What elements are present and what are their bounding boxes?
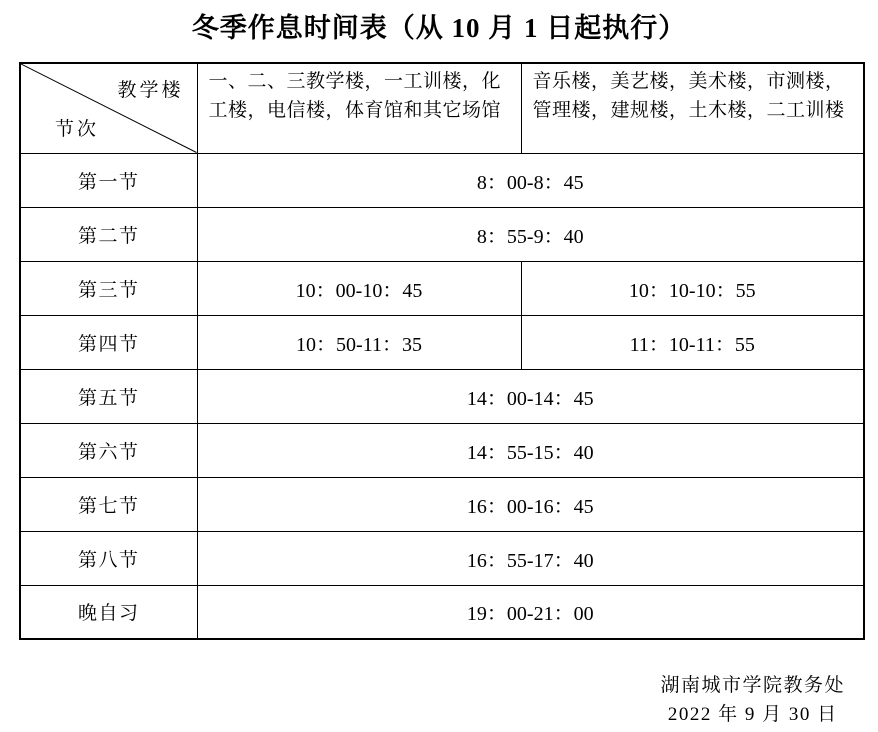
time-cell: 16：00-16：45 — [197, 477, 864, 531]
period-label: 第二节 — [20, 207, 197, 261]
period-label: 晚自习 — [20, 585, 197, 639]
period-label: 第七节 — [20, 477, 197, 531]
footer-date: 2022 年 9 月 30 日 — [667, 704, 838, 725]
table-row-period-7 — [20, 477, 864, 531]
time-cell-group-b: 11：10-11：55 — [521, 315, 864, 369]
table-row-evening-study — [20, 585, 864, 639]
time-cell-group-a: 10：50-11：35 — [197, 315, 521, 369]
period-label: 第八节 — [20, 531, 197, 585]
time-cell-group-b: 10：10-10：55 — [521, 261, 864, 315]
time-cell: 14：00-14：45 — [197, 369, 864, 423]
period-label: 第四节 — [20, 315, 197, 369]
table-row-period-6 — [20, 423, 864, 477]
period-label: 第六节 — [20, 423, 197, 477]
schedule-table — [19, 62, 865, 640]
time-cell: 8：00-8：45 — [197, 153, 864, 207]
time-cell: 8：55-9：40 — [197, 207, 864, 261]
table-row-period-1 — [20, 153, 864, 207]
time-cell: 19：00-21：00 — [197, 585, 864, 639]
corner-label-building: 教学楼 — [117, 80, 184, 101]
corner-label-period: 节次 — [55, 118, 100, 140]
footer — [660, 671, 845, 729]
header-row — [20, 63, 864, 153]
footer-issuer: 湖南城市学院教务处 — [660, 675, 845, 696]
time-cell: 16：55-17：40 — [197, 531, 864, 585]
table-row-period-2 — [20, 207, 864, 261]
time-cell-group-a: 10：00-10：45 — [197, 261, 521, 315]
time-cell: 14：55-15：40 — [197, 423, 864, 477]
table-row-period-8 — [20, 531, 864, 585]
table-row-period-5 — [20, 369, 864, 423]
corner-cell — [20, 63, 197, 153]
page-title: 冬季作息时间表（从 10 月 1 日起执行） — [191, 13, 687, 43]
period-label: 第三节 — [20, 261, 197, 315]
column-header-buildings-a: 一、二、三教学楼，一工训楼，化工楼，电信楼，体育馆和其它场馆 — [197, 63, 521, 153]
table-row-period-4 — [20, 315, 864, 369]
column-header-buildings-b: 音乐楼，美艺楼，美术楼，市测楼，管理楼，建规楼，土木楼，二工训楼 — [521, 63, 864, 153]
corner-cell-inner — [21, 64, 197, 153]
period-label: 第一节 — [20, 153, 197, 207]
table-row-period-3 — [20, 261, 864, 315]
period-label: 第五节 — [20, 369, 197, 423]
